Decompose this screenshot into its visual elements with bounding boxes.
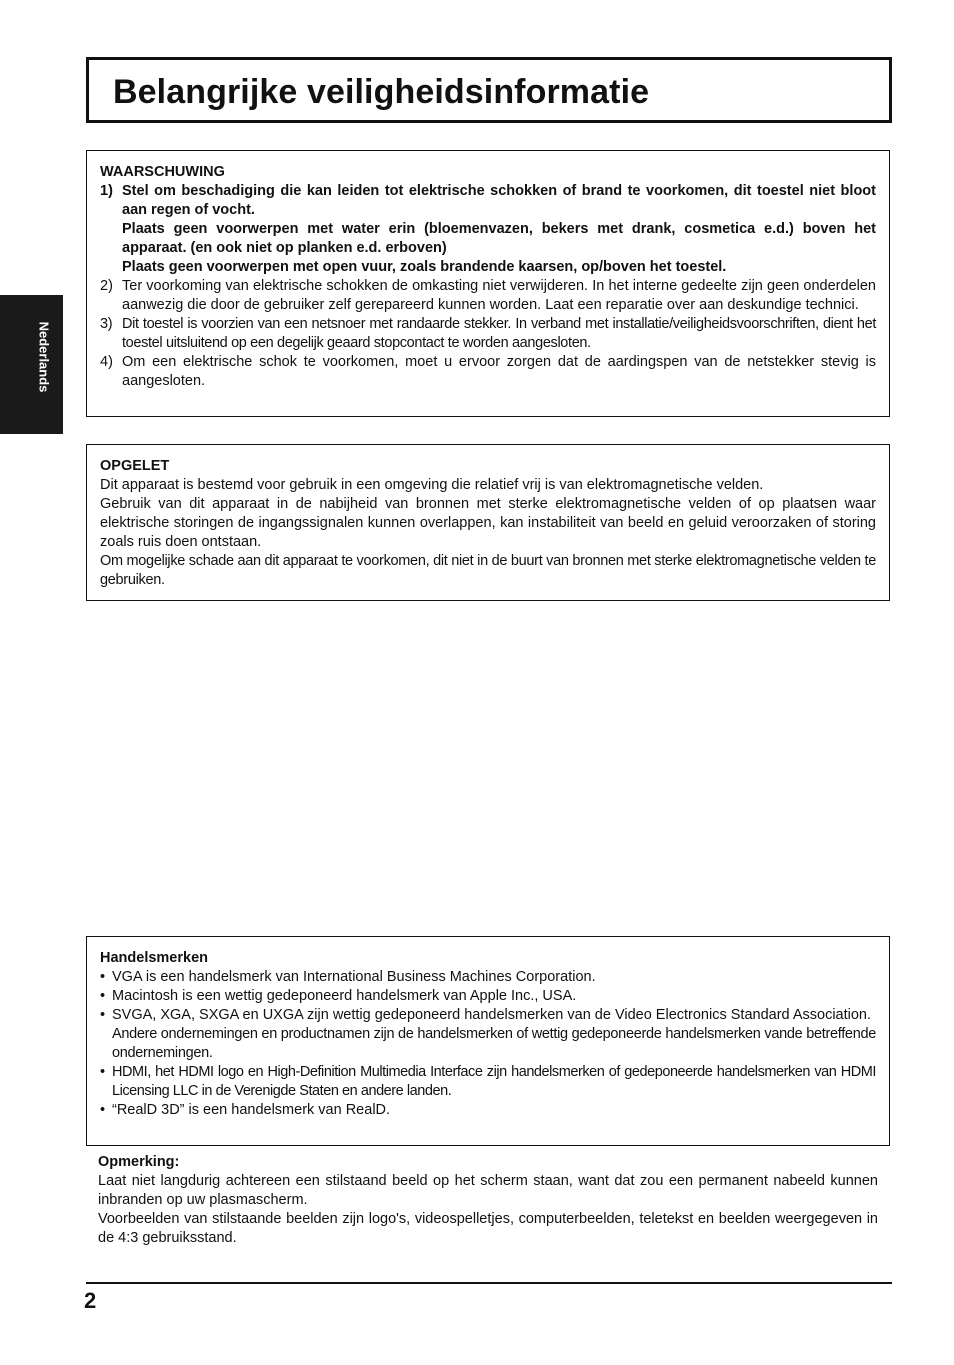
footer-divider (86, 1282, 892, 1284)
trademark-item (100, 968, 876, 987)
warning-item-text: Plaats geen voorwerpen met water erin (bloemenvazen, bekers met drank, cosmetica e.d.) boven het apparaat. (en ook niet op planken e.d. erboven) (122, 221, 876, 256)
caution-paragraph: Om mogelijke schade aan dit apparaat te voorkomen, dit niet in de buurt van bronnen met sterke elektromagnetische velden te gebruiken. (100, 553, 876, 588)
warning-heading: WAARSCHUWING (100, 164, 225, 180)
warning-box (86, 150, 890, 417)
trademark-item (100, 987, 876, 1006)
note-heading: Opmerking: (98, 1154, 180, 1170)
language-tab-label: Nederlands (36, 321, 52, 393)
title-box (86, 57, 892, 123)
warning-item-text: Plaats geen voorwerpen met open vuur, zoals brandende kaarsen, op/boven het toestel. (122, 259, 727, 275)
page-title: Belangrijke veiligheidsinformatie (113, 73, 650, 111)
warning-list (100, 182, 876, 391)
caution-heading: OPGELET (100, 458, 170, 474)
bullet: • (100, 1102, 106, 1118)
warning-item-number: 3) (100, 316, 113, 332)
warning-item-text: Stel om beschadiging die kan leiden tot elektrische schokken of brand te voorkomen, dit toestel niet bloot aan regen of vocht. (122, 183, 876, 218)
caution-box (86, 444, 890, 601)
trademark-item (100, 1006, 876, 1063)
trademarks-list (100, 968, 876, 1120)
caution-paragraph: Dit apparaat is bestemd voor gebruik in een omgeving die relatief vrij is van elektromagnetische velden. (100, 477, 764, 493)
trademark-text: “RealD 3D” is een handelsmerk van RealD. (112, 1102, 391, 1118)
bullet: • (100, 1007, 106, 1023)
warning-item-3 (100, 315, 876, 353)
bullet: • (100, 969, 106, 985)
warning-item-2 (100, 277, 876, 315)
language-tab (0, 295, 63, 434)
bullet: • (100, 1064, 105, 1080)
trademark-item (100, 1063, 876, 1101)
note-paragraph: Laat niet langdurig achtereen een stilstaand beeld op het scherm staan, want dat zou een permanent nabeeld kunnen inbranden op uw plasmascherm. (98, 1173, 878, 1208)
warning-item-text: Ter voorkoming van elektrische schokken de omkasting niet verwijderen. In het interne gedeelte zijn geen onderdelen aanwezig die door de gebruiker zelf gerepareerd kunnen worden. Laat een reparatie over aan deskundige technici. (122, 278, 876, 313)
warning-item-number: 2) (100, 278, 113, 294)
trademark-item (100, 1101, 876, 1120)
trademarks-heading: Handelsmerken (100, 950, 208, 966)
trademark-text: VGA is een handelsmerk van International Business Machines Corporation. (112, 969, 596, 985)
warning-item-number: 1) (100, 183, 113, 199)
note-section (98, 1153, 878, 1248)
warning-item-number: 4) (100, 354, 113, 370)
page-number: 2 (84, 1288, 97, 1313)
warning-item-4 (100, 353, 876, 391)
warning-item-text: Om een elektrische schok te voorkomen, moet u ervoor zorgen dat de aardingspen van de netstekker stevig is aangesloten. (122, 354, 876, 389)
trademarks-box (86, 936, 890, 1146)
note-paragraph: Voorbeelden van stilstaande beelden zijn logo's, videospelletjes, computerbeelden, teletekst en beelden weergegeven in de 4:3 gebruiksstand. (98, 1211, 878, 1246)
trademark-text: Macintosh is een wettig gedeponeerd handelsmerk van Apple Inc., USA. (112, 988, 577, 1004)
trademark-text: HDMI, het HDMI logo en High-Definition Multimedia Interface zijn handelsmerken of gedeponeerde handelsmerken van HDMI Licensing LLC in de Verenigde Staten en andere landen. (112, 1064, 876, 1099)
trademark-text: Andere ondernemingen en productnamen zijn de handelsmerken of wettig gedeponeerde handelsmerken vande betreffende ondernemingen. (112, 1026, 876, 1061)
bullet: • (100, 988, 106, 1004)
warning-item-text: Dit toestel is voorzien van een netsnoer met randaarde stekker. In verband met installatie/veiligheidsvoorschriften, dient het toestel uitsluitend op een degelijk geaard stopcontact te worden aangesloten. (122, 316, 876, 351)
warning-item-1 (100, 182, 876, 277)
caution-paragraph: Gebruik van dit apparaat in de nabijheid van bronnen met sterke elektromagnetische velden of op plaatsen waar elektrische storingen de ingangssignalen kunnen overlappen, kan instabiliteit van beeld en geluid veroorzaken of storing zoals ruis doen ontstaan. (100, 496, 876, 550)
trademark-text: SVGA, XGA, SXGA en UXGA zijn wettig gedeponeerd handelsmerken van de Video Electronics Standard Association. (112, 1007, 872, 1023)
